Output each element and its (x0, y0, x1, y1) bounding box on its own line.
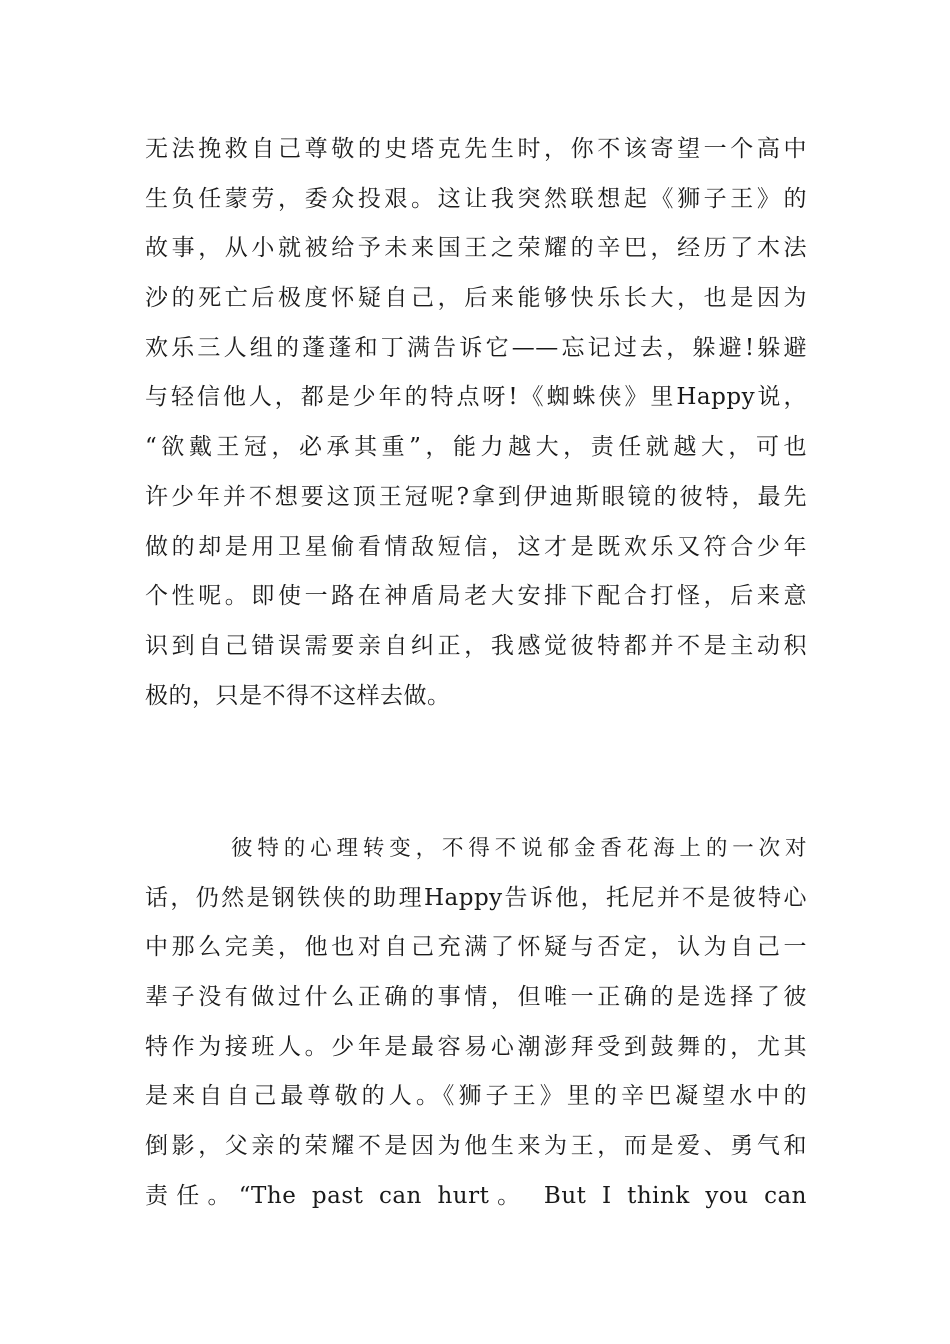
text-line: 无法挽救自己尊敬的史塔克先生时，你不该寄望一个高中 (145, 136, 807, 162)
text-line: 话，仍然是钢铁侠的助理Happy告诉他，托尼并不是彼特心 (145, 884, 807, 911)
paragraph-2 (145, 824, 807, 1222)
text-line: 责任。“The past can hurt。 But I think you can (145, 1182, 807, 1209)
text-line: 辈子没有做过什么正确的事情，但唯一正确的是选择了彼 (145, 984, 807, 1011)
text-line: 中那么完美，他也对自己充满了怀疑与否定，认为自己一 (145, 934, 807, 961)
text-line: 彼特的心理转变，不得不说郁金香花海上的一次对 (231, 836, 807, 861)
text-line: 识到自己错误需要亲自纠正，我感觉彼特都并不是主动积 (145, 632, 807, 659)
text-line: 个性呢。即使一路在神盾局老大安排下配合打怪，后来意 (145, 583, 807, 610)
text-line: 做的却是用卫星偷看情敌短信，这才是既欢乐又符合少年 (145, 533, 807, 560)
text-line: 是来自自己最尊敬的人。《狮子王》里的辛巴凝望水中的 (145, 1083, 807, 1110)
text-line: “欲戴王冠，必承其重”，能力越大，责任就越大，可也 (145, 434, 807, 461)
text-line: 许少年并不想要这顶王冠呢?拿到伊迪斯眼镜的彼特，最先 (145, 483, 807, 510)
paragraph-1 (145, 125, 807, 721)
text-line: 与轻信他人，都是少年的特点呀!《蜘蛛侠》里Happy说， (145, 384, 807, 411)
text-line: 倒影，父亲的荣耀不是因为他生来为王，而是爱、勇气和 (145, 1133, 807, 1160)
text-line: 极的，只是不得不这样去做。 (145, 682, 451, 709)
text-line: 故事，从小就被给予未来国王之荣耀的辛巴，经历了木法 (145, 235, 807, 262)
text-line: 欢乐三人组的蓬蓬和丁满告诉它——忘记过去，躲避!躲避 (145, 334, 807, 361)
text-line: 沙的死亡后极度怀疑自己，后来能够快乐长大，也是因为 (145, 285, 807, 312)
text-line: 生负任蒙劳，委众投艰。这让我突然联想起《狮子王》的 (145, 185, 807, 212)
text-line: 特作为接班人。少年是最容易心潮澎拜受到鼓舞的，尤其 (145, 1033, 807, 1060)
